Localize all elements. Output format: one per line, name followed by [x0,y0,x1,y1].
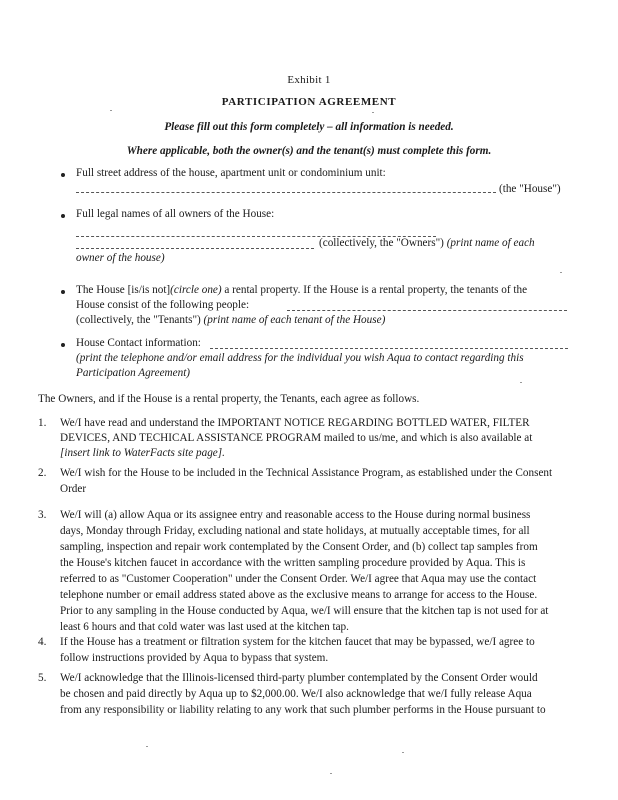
address-blank-line [76,192,496,193]
item-1-line: DEVICES, AND TECHICAL ASSISTANCE PROGRAM mailed to us/me, and which is also available at [60,432,533,444]
agreement-title: PARTICIPATION AGREEMENT [221,96,397,108]
item-4-line: follow instructions provided by Aqua to bypass that system. [60,652,329,664]
rental-line-3: (collectively, the "Tenants") (print name of each tenant of the House) [76,314,386,326]
instruction-line-2: Where applicable, both the owner(s) and the tenant(s) must complete this form. [126,145,492,157]
item-3-line: the House's kitchen faucet in accordance with the written sampling procedure provided by Aqua. This is [60,557,526,569]
item-5-line: be chosen and paid directly by Aqua up to $2,000.00. We/I also acknowledge that we/I fully release Aqua [60,688,532,700]
item-5-line: We/I acknowledge that the Illinois-licensed third-party plumber contemplated by the Consent Order would [60,672,538,684]
scan-speck [330,773,332,774]
tenants-blank-line [287,310,567,311]
contact-line-2: (print the telephone and/or email address for the individual you wish Aqua to contact regarding this [76,352,524,364]
rental-line-2: House consist of the following people: [76,299,250,311]
item-3-line: least 6 hours and that cold water was last used at the kitchen tap. [60,621,349,633]
item-number: 5. [38,672,47,684]
item-1-link: [insert link to WaterFacts site page]. [60,447,225,459]
scan-speck [560,272,562,273]
owners-label: Full legal names of all owners of the House: [76,208,275,220]
item-number: 2. [38,467,47,479]
bullet-dot [61,343,65,347]
owners-blank-line-2 [76,248,314,249]
agreement-intro: The Owners, and if the House is a rental property, the Tenants, each agree as follows. [38,393,420,405]
owners-suffix: (collectively, the "Owners") (print name of each [319,237,535,249]
item-number: 1. [38,417,47,429]
item-number: 3. [38,509,47,521]
address-label: Full street address of the house, apartment unit or condominium unit: [76,167,386,179]
scan-speck [110,110,112,111]
item-2-line: We/I wish for the House to be included in the Technical Assistance Program, as established under the Consent [60,467,553,479]
bullet-dot [61,173,65,177]
item-1-line: We/I have read and understand the IMPORTANT NOTICE REGARDING BOTTLED WATER, FILTER [60,417,530,429]
item-number: 4. [38,636,47,648]
instruction-line-1: Please fill out this form completely – all information is needed. [164,121,454,133]
rental-line-1: The House [is/is not](circle one) a rental property. If the House is a rental property, the tenants of the [76,284,528,296]
item-3-line: We/I will (a) allow Aqua or its assignee entry and reasonable access to the House during normal business [60,509,531,521]
scan-speck [520,382,522,383]
contact-line-3: Participation Agreement) [76,367,191,379]
exhibit-label: Exhibit 1 [287,74,331,86]
item-4-line: If the House has a treatment or filtration system for the kitchen faucet that may be bypassed, we/I agree to [60,636,535,648]
item-5-line: from any responsibility or liability relating to any work that such plumber performs in the House pursuant to [60,704,546,716]
item-3-line: Prior to any sampling in the House conducted by Aqua, we/I will ensure that the kitchen tap is not used for at [60,605,549,617]
owners-suffix-2: owner of the house) [76,252,165,264]
item-3-line: referred to as "Customer Cooperation" under the Consent Order. We/I agree that Aqua may use the contact [60,573,537,585]
item-3-line: sampling, inspection and repair work contemplated by the Consent Order, and (b) collect tap samples from [60,541,538,553]
scan-speck [372,112,374,113]
contact-blank-line [210,348,568,349]
bullet-dot [61,214,65,218]
address-suffix: (the "House") [499,183,561,195]
item-3-line: days, Monday through Friday, excluding national and state holidays, at mutually acceptable times, for all [60,525,530,537]
scan-speck [402,752,404,753]
item-3-line: telephone number or email address stated above as the exclusive means to arrange for access to the House. [60,589,538,601]
contact-label: House Contact information: [76,337,201,349]
bullet-dot [61,290,65,294]
scan-speck [146,746,148,747]
item-2-line: Order [60,483,87,495]
